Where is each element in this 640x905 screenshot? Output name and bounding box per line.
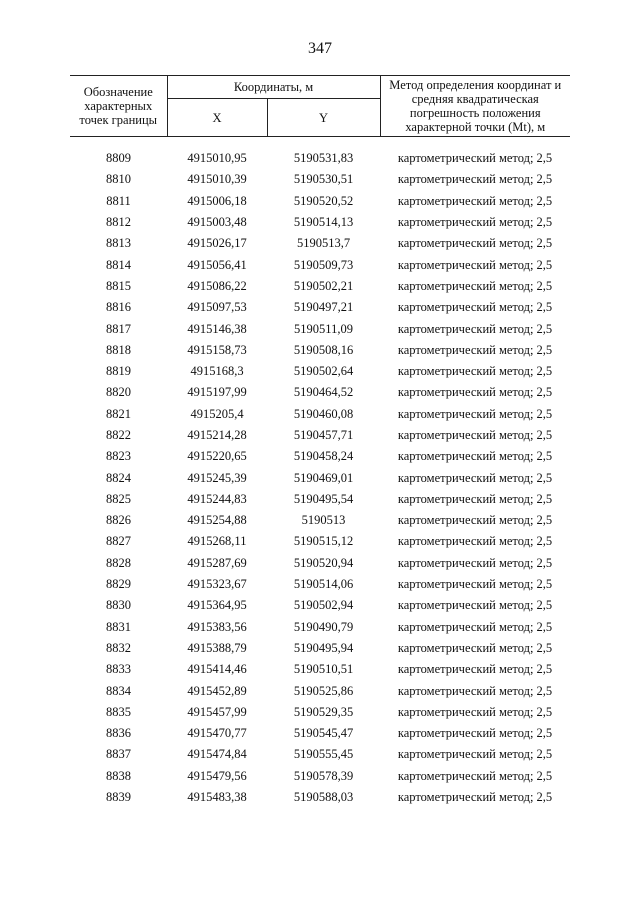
table-row: [70, 233, 570, 254]
method-cell: картометрический метод; 2,5: [397, 640, 553, 655]
method-cell: картометрический метод; 2,5: [397, 662, 553, 677]
header-x: X: [167, 99, 267, 137]
page-number: 347: [308, 40, 332, 57]
table-row: [70, 659, 570, 680]
point-number-cell: 8835: [106, 704, 131, 719]
coordinates-table: [70, 75, 570, 808]
point-number-cell: 8831: [106, 619, 131, 634]
header-method: Метод определения координат и средняя квадратическая погрешность положения характерной точки (Mt), м: [380, 76, 570, 137]
y-coordinate-cell: 5190520,52: [293, 193, 354, 208]
y-coordinate-cell: 5190513,7: [296, 236, 351, 251]
table-row: [70, 382, 570, 403]
x-coordinate-cell: 4915056,41: [187, 257, 247, 272]
table-row: [70, 276, 570, 297]
table-row: [70, 446, 570, 467]
point-number-cell: 8815: [106, 278, 131, 293]
y-coordinate-cell: 5190495,94: [293, 640, 354, 655]
table-row: [70, 723, 570, 744]
y-coordinate-cell: 5190530,51: [293, 172, 354, 187]
x-coordinate-cell: 4915474,84: [187, 747, 247, 762]
y-coordinate-cell: 5190514,13: [293, 215, 354, 230]
x-coordinate-cell: 4915268,11: [187, 534, 247, 549]
x-coordinate-cell: 4915483,38: [187, 790, 247, 805]
y-coordinate-cell: 5190545,47: [293, 726, 354, 741]
x-coordinate-cell: 4915364,95: [187, 598, 247, 613]
y-coordinate-cell: 5190515,12: [293, 534, 354, 549]
point-number-cell: 8818: [106, 342, 131, 357]
table-header: [70, 76, 570, 137]
y-coordinate-cell: 5190457,71: [293, 428, 354, 442]
method-cell: картометрический метод; 2,5: [397, 768, 553, 783]
table-row: [70, 340, 570, 361]
y-coordinate-cell: 5190514,06: [293, 577, 354, 592]
method-cell: картометрический метод; 2,5: [397, 215, 553, 230]
method-cell: картометрический метод; 2,5: [397, 790, 553, 805]
y-coordinate-cell: 5190509,73: [293, 257, 354, 272]
method-cell: картометрический метод; 2,5: [397, 385, 553, 400]
x-coordinate-cell: 4915287,69: [187, 555, 247, 570]
table-row: [70, 212, 570, 233]
point-number-cell: 8830: [106, 598, 131, 613]
method-cell: картометрический метод; 2,5: [397, 726, 553, 741]
table-row: [70, 169, 570, 190]
x-coordinate-cell: 4915254,88: [187, 513, 247, 528]
point-number-cell: 8822: [106, 428, 131, 442]
method-cell: картометрический метод; 2,5: [397, 683, 553, 698]
x-coordinate-cell: 4915323,67: [187, 577, 247, 592]
y-coordinate-cell: 5190525,86: [293, 683, 354, 698]
y-coordinate-cell: 5190502,94: [293, 598, 354, 613]
y-coordinate-cell: 5190510,51: [293, 662, 354, 677]
point-number-cell: 8827: [106, 534, 131, 549]
point-number-cell: 8820: [106, 385, 131, 400]
method-cell: картометрический метод; 2,5: [397, 555, 553, 570]
method-cell: картометрический метод; 2,5: [397, 300, 553, 315]
point-number-cell: 8824: [106, 470, 131, 485]
point-number-cell: 8833: [106, 662, 131, 677]
point-number-cell: 8838: [106, 768, 131, 783]
method-cell: картометрический метод; 2,5: [397, 193, 553, 208]
y-coordinate-cell: 5190529,35: [293, 704, 354, 719]
x-coordinate-cell: 4915220,65: [187, 449, 247, 464]
method-cell: картометрический метод; 2,5: [397, 449, 553, 464]
point-number-cell: 8814: [106, 257, 131, 272]
table-row: [70, 148, 570, 169]
method-cell: картометрический метод; 2,5: [397, 428, 553, 442]
x-coordinate-cell: 4915026,17: [187, 236, 247, 251]
table-row: [70, 510, 570, 531]
table-row: [70, 617, 570, 638]
point-number-cell: 8837: [106, 747, 131, 762]
table-row: [70, 254, 570, 275]
table-row: [70, 787, 570, 808]
method-cell: картометрический метод; 2,5: [397, 406, 553, 421]
y-coordinate-cell: 5190520,94: [293, 555, 354, 570]
method-cell: картометрический метод; 2,5: [397, 747, 553, 762]
x-coordinate-cell: 4915205,4: [190, 406, 244, 421]
y-coordinate-cell: 5190588,03: [293, 790, 354, 805]
table-row: [70, 574, 570, 595]
y-coordinate-cell: 5190464,52: [293, 385, 354, 400]
table-row: [70, 702, 570, 723]
x-coordinate-cell: 4915086,22: [187, 278, 247, 293]
point-number-cell: 8813: [106, 236, 131, 251]
x-coordinate-cell: 4915197,99: [187, 385, 247, 400]
table-row: [70, 318, 570, 339]
x-coordinate-cell: 4915158,73: [187, 342, 247, 357]
table-row: [70, 766, 570, 787]
method-cell: картометрический метод; 2,5: [397, 470, 553, 485]
y-coordinate-cell: 5190469,01: [293, 470, 354, 485]
y-coordinate-cell: 5190578,39: [293, 768, 354, 783]
table-row: [70, 638, 570, 659]
table-row: [70, 489, 570, 510]
x-coordinate-cell: 4915414,46: [187, 662, 247, 677]
point-number-cell: 8836: [106, 726, 131, 741]
x-coordinate-cell: 4915097,53: [187, 300, 247, 315]
x-coordinate-cell: 4915245,39: [187, 470, 247, 485]
point-number-cell: 8832: [106, 640, 131, 655]
method-cell: картометрический метод; 2,5: [397, 172, 553, 187]
header-point-designation: Обозначение характерных точек границы: [70, 76, 167, 137]
method-cell: картометрический метод; 2,5: [397, 491, 553, 506]
header-y: Y: [267, 99, 380, 137]
point-number-cell: 8817: [106, 321, 131, 336]
point-number-cell: 8829: [106, 577, 131, 592]
point-number-cell: 8812: [106, 215, 131, 230]
y-coordinate-cell: 5190460,08: [293, 406, 354, 421]
table-row: [70, 553, 570, 574]
y-coordinate-cell: 5190502,64: [293, 364, 354, 379]
point-number-cell: 8810: [106, 172, 131, 187]
table-row: [70, 404, 570, 425]
method-cell: картометрический метод; 2,5: [397, 236, 553, 251]
method-cell: картометрический метод; 2,5: [397, 598, 553, 613]
table-row: [70, 680, 570, 701]
method-cell: картометрический метод; 2,5: [397, 619, 553, 634]
table-row: [70, 595, 570, 616]
x-coordinate-cell: 4915006,18: [187, 193, 247, 208]
point-number-cell: 8826: [106, 513, 131, 528]
point-number-cell: 8825: [106, 491, 131, 506]
method-cell: картометрический метод; 2,5: [397, 577, 553, 592]
table-row: [70, 425, 570, 446]
table-body: [70, 148, 570, 808]
table-row: [70, 191, 570, 212]
point-number-cell: 8828: [106, 555, 131, 570]
y-coordinate-cell: 5190555,45: [293, 747, 354, 762]
x-coordinate-cell: 4915452,89: [187, 683, 247, 698]
y-coordinate-cell: 5190495,54: [293, 491, 354, 506]
method-cell: картометрический метод; 2,5: [397, 151, 553, 166]
x-coordinate-cell: 4915383,56: [187, 619, 247, 634]
table-row: [70, 297, 570, 318]
x-coordinate-cell: 4915214,28: [187, 428, 247, 442]
point-number-cell: 8823: [106, 449, 131, 464]
y-coordinate-cell: 5190490,79: [293, 619, 354, 634]
method-cell: картометрический метод; 2,5: [397, 513, 553, 528]
y-coordinate-cell: 5190497,21: [293, 300, 354, 315]
point-number-cell: 8834: [106, 683, 131, 698]
y-coordinate-cell: 5190511,09: [294, 321, 353, 336]
header-coordinates: Координаты, м: [167, 76, 380, 99]
method-cell: картометрический метод; 2,5: [397, 364, 553, 379]
x-coordinate-cell: 4915388,79: [187, 640, 247, 655]
point-number-cell: 8819: [106, 364, 131, 379]
x-coordinate-cell: 4915010,39: [187, 172, 247, 187]
table-row: [70, 531, 570, 552]
x-coordinate-cell: 4915003,48: [187, 215, 247, 230]
point-number-cell: 8821: [106, 406, 131, 421]
y-coordinate-cell: 5190531,83: [293, 151, 354, 166]
point-number-cell: 8816: [106, 300, 131, 315]
x-coordinate-cell: 4915470,77: [187, 726, 247, 741]
y-coordinate-cell: 5190502,21: [293, 278, 354, 293]
y-coordinate-cell: 5190513: [301, 513, 346, 528]
x-coordinate-cell: 4915146,38: [187, 321, 247, 336]
x-coordinate-cell: 4915168,3: [190, 364, 244, 379]
x-coordinate-cell: 4915010,95: [187, 151, 247, 166]
y-coordinate-cell: 5190458,24: [293, 449, 354, 464]
method-cell: картометрический метод; 2,5: [397, 321, 553, 336]
x-coordinate-cell: 4915244,83: [187, 491, 247, 506]
point-number-cell: 8839: [106, 790, 131, 805]
method-cell: картометрический метод; 2,5: [397, 534, 553, 549]
method-cell: картометрический метод; 2,5: [397, 704, 553, 719]
table-row: [70, 467, 570, 488]
x-coordinate-cell: 4915457,99: [187, 704, 247, 719]
method-cell: картометрический метод; 2,5: [397, 342, 553, 357]
x-coordinate-cell: 4915479,56: [187, 768, 247, 783]
method-cell: картометрический метод; 2,5: [397, 257, 553, 272]
table-row: [70, 744, 570, 765]
point-number-cell: 8811: [106, 193, 131, 208]
point-number-cell: 8809: [106, 151, 131, 166]
y-coordinate-cell: 5190508,16: [293, 342, 354, 357]
table-row: [70, 361, 570, 382]
method-cell: картометрический метод; 2,5: [397, 278, 553, 293]
